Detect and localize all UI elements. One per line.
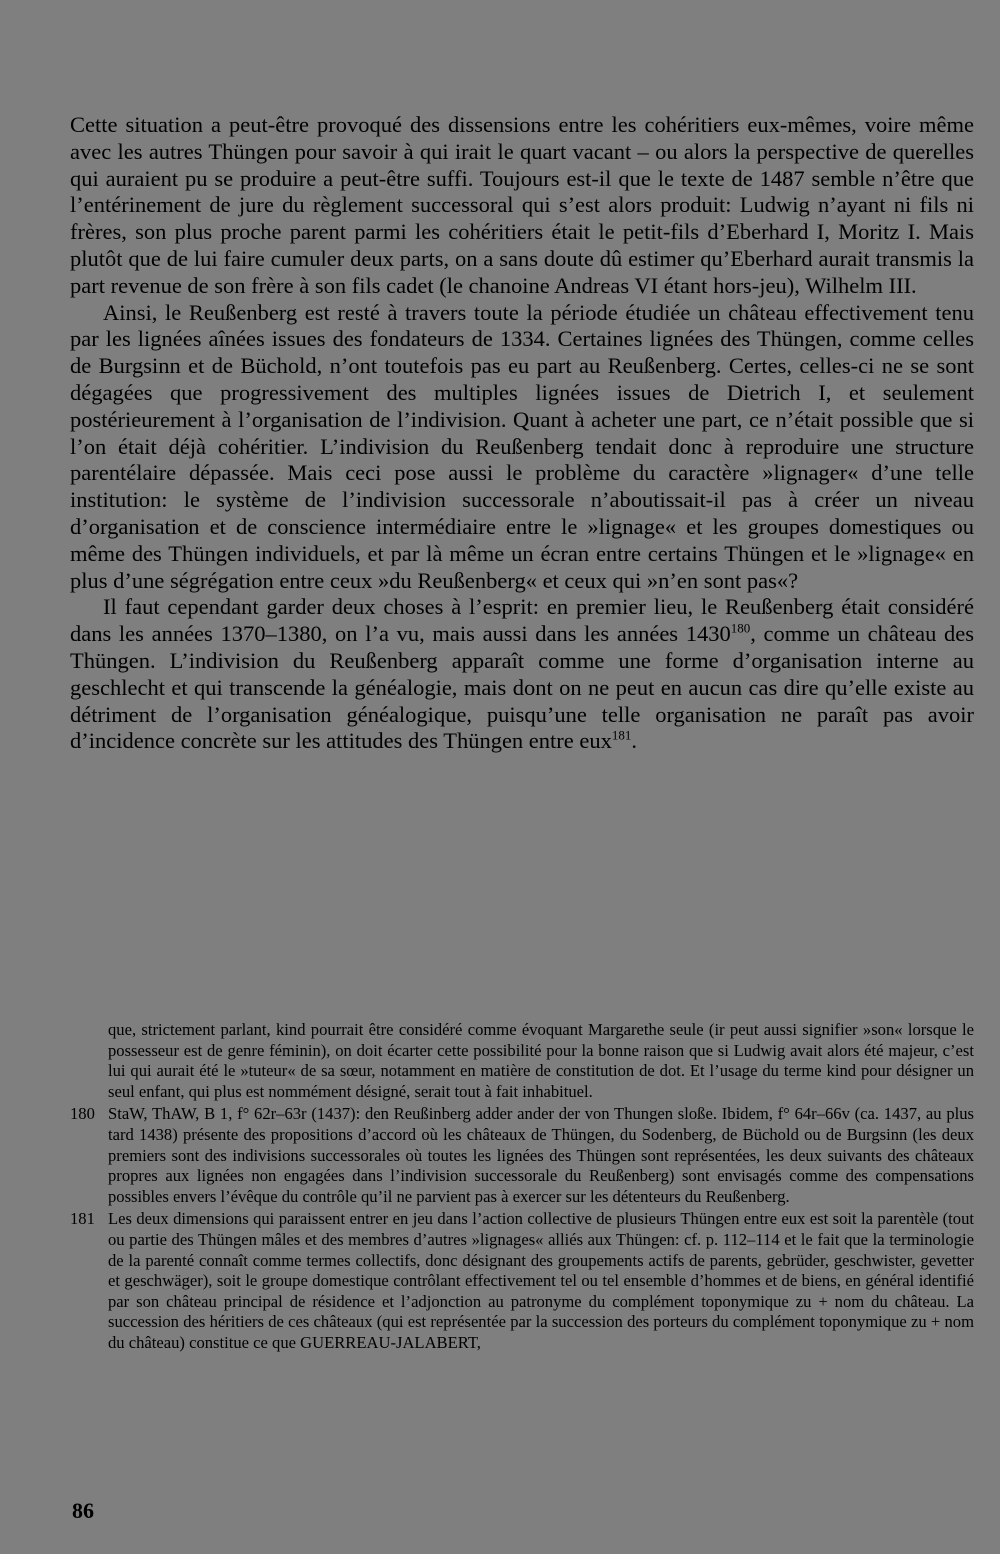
footnote-number: 181: [70, 1209, 95, 1229]
paragraph-3-end: .: [631, 728, 638, 754]
footnote-180: [70, 1104, 974, 1207]
paragraph-3: [70, 594, 974, 755]
footnotes: [70, 1020, 974, 1356]
footnote-continuation: [70, 1020, 974, 1102]
footnote-text: Les deux dimensions qui paraissent entrer en jeu dans l’action collective de plusieurs Thüngen entre eux est soit la parentèle (tout ou partie des Thüngen mâles et des membres d’autres »lignages« alliés aux Thüngen: cf. p. 112–114 et le fait que la terminologie de la parenté connaît comme termes collectifs, donc désignant des groupements actifs de parents, gebrüder, geschwister, gevetter et geschwäger), soit le groupe domestique contrôlant effectivement tel ou tel ensemble d’hommes et de biens, en général identifié par son château principal de résidence et l’adjonction au patronyme du complément toponymique zu + nom du château. La succession des héritiers de ces châteaux (qui est représentée par la succession des porteurs du complément toponymique zu + nom du château) constitue ce que GUERREAU-JALABERT,: [108, 1209, 974, 1352]
paragraph-3-text-a: Il faut cependant garder deux choses à l’esprit: en premier lieu, le Reußenberg était considéré dans les années 1370–1380, on l’a vu, mais aussi dans les années 1430: [70, 594, 974, 647]
paragraph-1: Cette situation a peut-être provoqué des dissensions entre les cohéritiers eux-mêmes, voire même avec les autres Thüngen pour savoir à qui irait le quart vacant – ou alors la perspective de querelles qui auraient pu se produire a peut-être suffi. Toujours est-il que le texte de 1487 semble n’être que l’entérinement de jure du règlement successoral qui s’est alors produit: Ludwig n’ayant ni fils ni frères, son plus proche parent parmi les cohéritiers était le petit-fils d’Eberhard I, Moritz I. Mais plutôt que de lui faire cumuler deux parts, on a sans doute dû estimer qu’Eberhard aurait transmis la part revenue de son frère à son fils cadet (le chanoine Andreas VI étant hors-jeu), Wilhelm III.: [70, 112, 974, 298]
footnote-181: [70, 1209, 974, 1353]
footnote-continuation-text: que, strictement parlant, kind pourrait être considéré comme évoquant Margarethe seule (ir peut aussi signifier »son« lorsque le possesseur est de genre féminin), on doit écarter cette possibilité pour la bonne raison que si Ludwig avait alors été majeur, c’est lui qui aurait été le »tuteur« de sa sœur, notamment en matière de constitution de dot. Et l’usage du terme kind pour désigner un seul enfant, qui plus est nommément désigné, serait tout à fait inhabituel.: [108, 1020, 974, 1101]
paragraph-3-text-b: , comme un château des Thüngen. L’indivision du Reußenberg apparaît comme une forme d’organisation interne au geschlecht et qui transcende la généalogie, mais dont on ne peut en aucun cas dire qu’elle existe au détriment de l’organisation généalogique, puisqu’une telle organisation ne paraît pas avoir d’incidence concrète sur les attitudes des Thüngen entre eux: [70, 621, 974, 754]
footnote-ref-180[interactable]: 180: [730, 620, 751, 636]
footnote-ref-181[interactable]: 181: [611, 727, 632, 743]
paragraph-2: Ainsi, le Reußenberg est resté à travers toute la période étudiée un château effectivement tenu par les lignées aînées issues des fondateurs de 1334. Certaines lignées des Thüngen, comme celles de Burgsinn et de Büchold, n’ont toutefois pas eu part au Reußenberg. Certes, celles-ci ne se sont dégagées que progressivement des multiples lignées issues de Dietrich I, et seulement postérieurement à l’organisation de l’indivision. Quant à acheter une part, ce n’était possible que si l’on était déjà cohéritier. L’indivision du Reußenberg tendait donc à reproduire une structure parentélaire dépassée. Mais ceci pose aussi le problème du caractère »lignager« d’une telle institution: le système de l’indivision successorale n’aboutissait-il pas à créer un niveau d’organisation et de conscience intermédiaire entre le »lignage« et les groupes domestiques ou même des Thüngen individuels, et par là même un écran entre certains Thüngen et le »lignage« en plus d’une ségrégation entre ceux »du Reußenberg« et ceux qui »n’en sont pas«?: [70, 299, 974, 593]
page-number: 86: [72, 1498, 94, 1523]
footnote-number: 180: [70, 1104, 95, 1124]
footnote-text: StaW, ThAW, B 1, f° 62r–63r (1437): den Reußinberg adder ander der von Thungen sloße. Ibidem, f° 64r–66v (ca. 1437, au plus tard 1438) présente des propositions d’accord où les châteaux de Thüngen, du Sodenberg, de Büchold ou de Burgsinn (les deux premiers sont des indivisions successorales où toutes les lignées des Thüngen sont représentées, les deux suivants des châteaux propres aux lignées non engagées dans l’indivision successorale du Reußenberg) sont envisagés comme des compensations possibles envers l’évêque du contrôle qu’il ne parvient pas à exercer sur les détenteurs du Reußenberg.: [108, 1104, 974, 1206]
main-text: [70, 112, 974, 755]
